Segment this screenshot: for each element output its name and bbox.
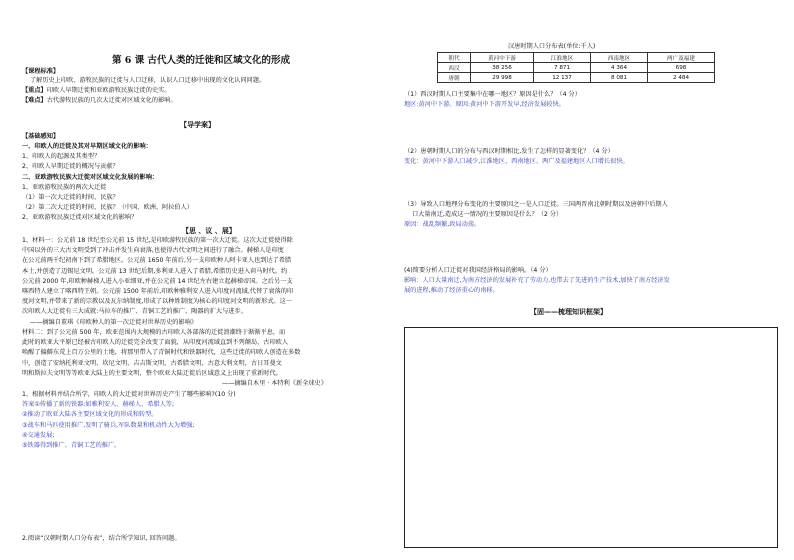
material-line: 本土,并创造了迈锡尼文明。公元前 13 世纪后期,多利亚人进入了希腊,希腊历史进入荷马时代。约 xyxy=(22,267,288,275)
answer-line: 展的进程,推动了经济重心的南移。 xyxy=(404,287,499,295)
answer-line: ④交通发展; xyxy=(22,431,55,439)
table-header-row xyxy=(438,53,715,63)
standard-label: 【课程标准】 xyxy=(22,68,60,75)
framework-header: 【固——梳理知识框架】 xyxy=(530,308,607,316)
key-point xyxy=(22,86,171,96)
table-cell: 唐朝 xyxy=(438,73,471,83)
table-cell: 38 256 xyxy=(471,63,534,73)
material-line: 明和斯拉夫文明等等欧亚大陆上的主要文明，整个欧亚大陆迁徙后区域意义上出现了重新时代。 xyxy=(22,369,282,377)
material-line: 在公元前两千纪初南下到了希腊地区。公元前 1650 年前后,另一支印欧种人阿卡亚人也到达了希腊 xyxy=(22,257,292,265)
guide-item: （2）第二次大迁徙的时间、民族？（中国、欧洲、阿拉伯人） xyxy=(22,204,193,212)
answer-line xyxy=(22,400,236,410)
material-line: 材料二：到了公元前 500 年，欧亚范围内大规模的古印欧人各部落的迁徙浪潮终于渐渐平息，而 xyxy=(22,329,286,336)
table-cell: 2 484 xyxy=(648,73,715,83)
answer-line: ⑤铁器得到推广、青铜工艺的推广。 xyxy=(22,442,121,450)
question-line: （3）导致人口地理分布变化的主要原因之一是人口迁徙。三国两晋南北朝时期以及唐朝中后期人 xyxy=(404,201,668,208)
answer-line: ②推动了欧亚大陆各主要区域文化的形成和转型。 xyxy=(22,411,158,419)
guide-item: 2、亚欧游牧民族迁徙对区域文化的影响？ xyxy=(22,214,138,222)
table-header: 江淮地区 xyxy=(534,53,591,63)
material-two xyxy=(22,328,327,389)
question-one xyxy=(22,390,236,451)
table-cell: 7 871 xyxy=(534,63,591,73)
question-line: (4)简要分析人口迁徙对我国经济格局的影响。（4 分） xyxy=(404,267,552,274)
answer-line: ③战车和马匹使用推广,发明了骑兵,军队数量和机动性大为增强; xyxy=(22,421,195,429)
table-header: 两广及福建 xyxy=(648,53,715,63)
table-cell: 西汉 xyxy=(438,63,471,73)
guide-header: 【导学案】 xyxy=(180,121,215,129)
material-line: 1、材料一：公元前 18 世纪至公元前 15 世纪,是印欧游牧民族的第一次大迁徙。这次大迁徙使得除 xyxy=(22,237,293,244)
diff-text: 古代游牧民族的几次大迁徙对区域文化的影响。 xyxy=(46,97,177,104)
table-cell: 12 137 xyxy=(534,73,591,83)
standard-line: 了解历史上印欧、游牧民族的迁徙与人口迁移，认识人口迁移中出现的文化认同问题。 xyxy=(30,77,266,84)
table-cell: 4 364 xyxy=(591,63,648,73)
key-label: 【重点】 xyxy=(22,87,47,94)
material-line: 度河文明,并带来了新的宗教以及瓦尔纳制度,形成了以种姓制度为核心的印度河文明的新形式。这一 xyxy=(22,298,292,306)
material-source: ——摘编自董琪《印欧种人的第一次迁徙对世界历史的影响》 xyxy=(30,318,198,326)
question-text: 1、根据材料并结合所学，印欧人的大迁徙对世界历史产生了哪些影响?(10 分) xyxy=(22,391,236,398)
table-row xyxy=(438,63,715,73)
guide-item: 2、印欧人早期迁徙的概况与贡献？ xyxy=(22,163,119,171)
guide-item: 1、亚欧游牧民族的两次大迁徙 xyxy=(22,183,107,191)
guide-item: 二、亚欧游牧民族大迁徙对区域文化发展的影响： xyxy=(22,173,159,181)
guide-item: （1）第一次大迁徙的时间、民族？ xyxy=(22,194,119,202)
right-question-2: （2）唐朝时期人口的分布与西汉时期相比,发生了怎样的显著变化？（4 分） xyxy=(404,148,614,155)
table-header: 黄河中下游 xyxy=(471,53,534,63)
table-caption: 汉唐时期人口分布表(单位:千人) xyxy=(508,43,596,50)
right-answer-2: 变化：黄河中下游人口减少,江淮地区、西南地区、两广及福建地区人口增长很快。 xyxy=(404,158,629,165)
table-header: 西南地区 xyxy=(591,53,648,63)
lesson-title: 第 6 课 古代人类的迁徙和区域文化的形成 xyxy=(112,55,291,66)
material-line: 喀西特人建立了喀西特王朝。公元前 1500 年前后,印欧种雅利安人进入印度河流域,代替了衰落的印 xyxy=(22,288,294,296)
key-text: 印欧人早期迁徙和亚欧游牧民族迁徙的史实。 xyxy=(46,87,171,94)
table-cell: 698 xyxy=(648,63,715,73)
knowledge-framework-box[interactable] xyxy=(404,327,778,548)
question-line: 口大量南迁,造成这一情况的主要原因是什么？（2 分） xyxy=(412,211,563,219)
right-question-3 xyxy=(404,200,668,231)
guide-items xyxy=(22,142,193,224)
table-cell: 8 081 xyxy=(591,73,648,83)
right-answer-1: 地区:黄河中下游。原因:黄河中下游开发早,经济发展较快。 xyxy=(404,101,565,108)
material-line: 次印欧人大迁徙有三大成就:马拉车的推广、青铜工艺的推广、陶器的扩大与进步。 xyxy=(22,308,247,316)
answer-line: 影响：人口大量南迁,为南方经济的发展补充了劳动力,也带去了先进的生产技术,加快了南方经济发 xyxy=(404,277,670,285)
material-source: ——摘编自木里 · 本特利《新全球史》 xyxy=(222,380,327,388)
diff-label: 【难点】 xyxy=(22,97,47,104)
table-cell: 29 998 xyxy=(471,73,534,83)
population-table xyxy=(437,52,715,83)
right-question-1: （1）西汉时期人口主要集中在哪一地区？原因是什么？（4 分） xyxy=(404,91,581,98)
difficult-point xyxy=(22,96,177,106)
answer-text: ①传播了新的铁器:如雅利安人、赫梯人、希腊人等; xyxy=(34,401,175,409)
material-one xyxy=(22,236,293,328)
material-line: 唤醒了偏僻东荒上百万公里的土地，将那里带入了青铜时代和铁器时代，这些迁徙的印欧人创造在多数 xyxy=(22,349,301,357)
table-header: 朝代 xyxy=(438,53,471,63)
answer-label: 答案 xyxy=(22,401,35,409)
material-line: 中，创造了安纳托利亚文明、坎尼文明、吉吉斯文明、古希腊文明、古意大利文明，古日耳曼文 xyxy=(22,359,282,367)
guide-item: 一、印欧人的迁徙及其对早期区域文化的影响： xyxy=(22,143,152,150)
right-answer-3: 原因：战乱频繁,政局动荡。 xyxy=(404,221,481,229)
material-line: 中国以外的三大古文明受到了冲击并发生向衰落,也使得古代文明之间进行了融合。赫梯人是印度 xyxy=(22,247,284,255)
material-line: 公元前 2000 年,印欧种赫梯人进入小亚细亚,并在公元前 14 世纪左右建立起赫梯帝国。之后另一支 xyxy=(22,277,293,285)
guide-item: 1、印欧人的起源及其类型？ xyxy=(22,153,101,161)
question-two: 2.阅读“汉朝时期人口分布表”，结合所学知识, 回答问题。 xyxy=(22,535,181,542)
explore-header: 【思 、议 、展】 xyxy=(182,227,236,235)
table-row xyxy=(438,73,715,83)
material-line: 此时的欧亚大平原已经被古印欧人的迁徙完全改变了面貌，从印度河流域直到不列颠岛，古印欧人 xyxy=(22,339,289,347)
right-question-4 xyxy=(404,266,670,297)
basics-label: 【基础感知】 xyxy=(22,133,60,140)
